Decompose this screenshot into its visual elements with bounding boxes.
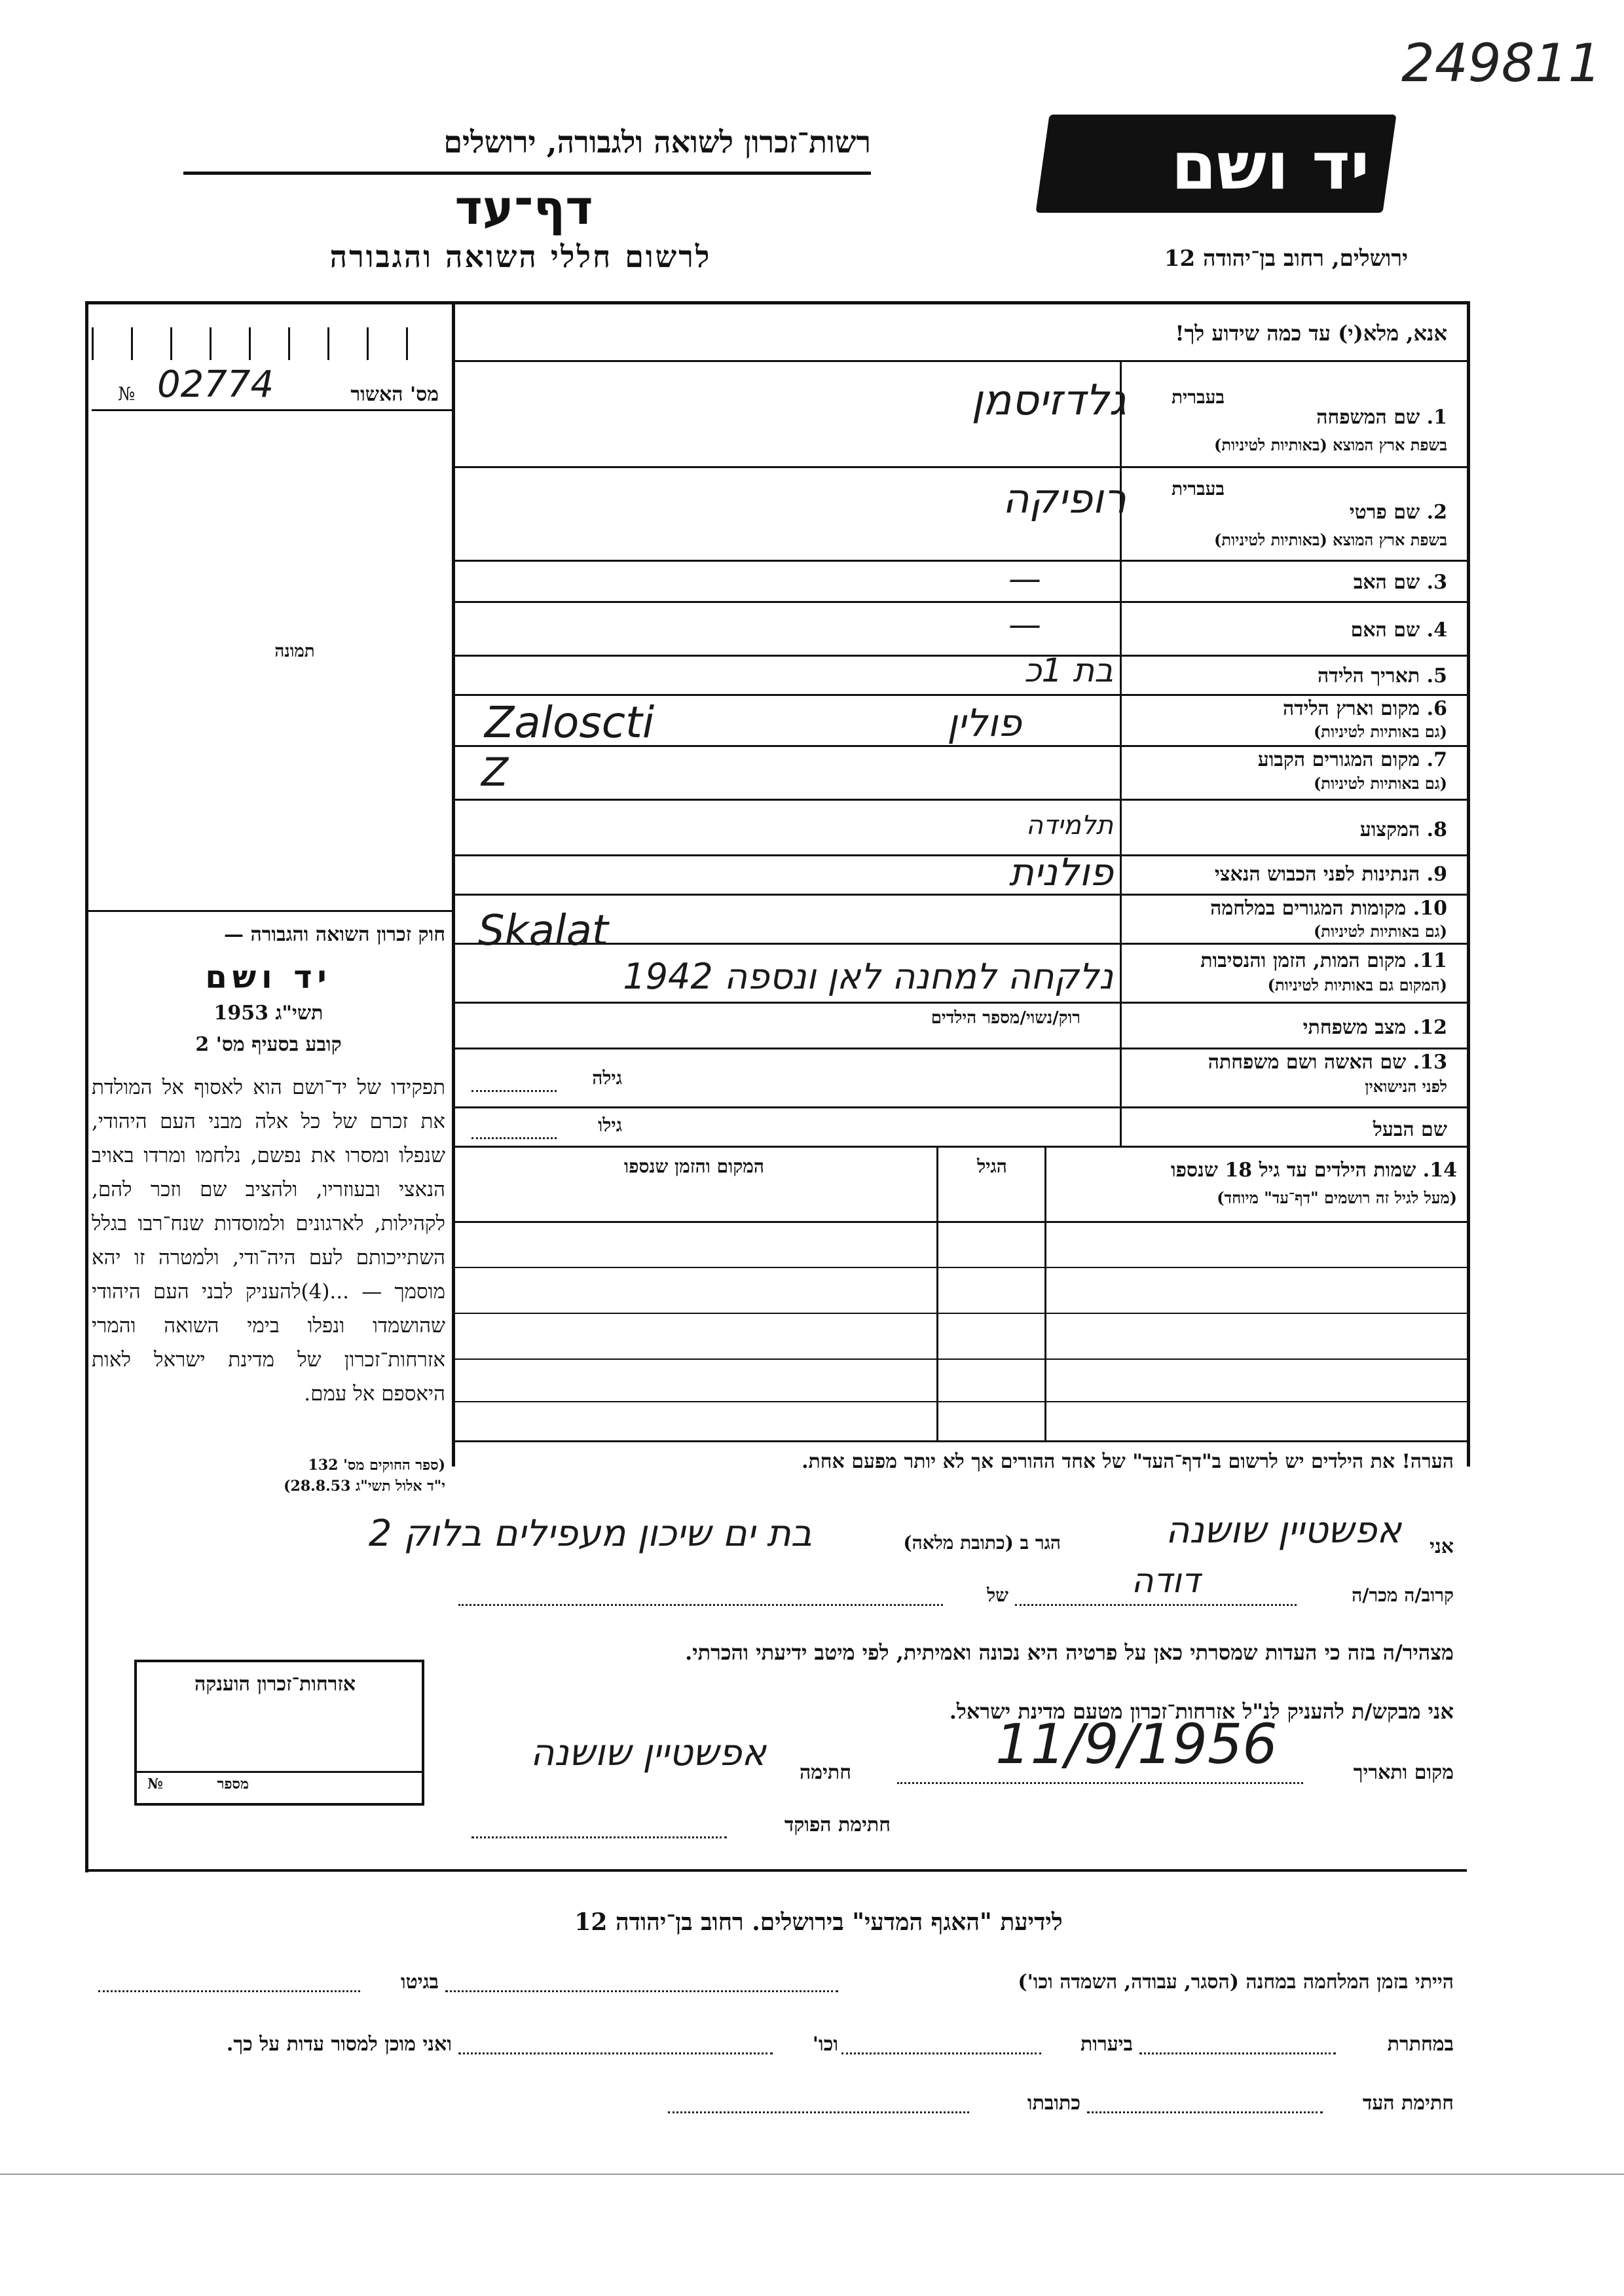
wife-age-dots: [471, 1090, 557, 1092]
law-box-top: [85, 910, 455, 912]
declaration-text: מצהיר/ה בזה כי העדות שמסרתי כאן על פרטיה היא נכונה ואמיתית, לפי מיטב ידיעתי והכרתי.: [685, 1640, 1454, 1665]
page-number: 249811: [1401, 33, 1602, 94]
children-subtitle: (מעל לגיל זה רושמים "דף־עד" מיוחד): [1217, 1188, 1457, 1207]
children-title: [1051, 1159, 1457, 1182]
yad-vashem-logo: יד ושם: [1035, 115, 1396, 213]
field-12-label: [1133, 1016, 1447, 1039]
field-8-num: 8.: [1426, 818, 1447, 841]
law-footnote-2: י"ד אלול תשי"ג 28.8.53): [284, 1478, 445, 1495]
children-row-1: [454, 1267, 1469, 1268]
bottom-frame-line: [85, 1869, 1467, 1872]
field-4-label: [1133, 619, 1447, 642]
bottom-line3-a: חתימת העד: [1362, 2092, 1454, 2115]
field-13-label: [1133, 1051, 1447, 1074]
field-2-in-hebrew: בעברית: [1171, 478, 1225, 500]
law-name: יד ושם: [205, 959, 332, 996]
bottom-line3-dots-1: [1087, 2111, 1323, 2113]
field-4-label-text: שם האם: [1350, 619, 1420, 642]
law-body: תפקידו של יד־ושם הוא לאסוף אל המולדת את זכרם של כל אלה מבני העם היהודי, שנפלו ומסרו את נפשם, נלחמו ומרדו באויב הנאצי ובעוזריו, ולהציב שם וזכר להם, לקהילות, לארגונים ולמוסדות שנח־רבו בגלל השתייכותם לעם היה־ודי, ולמטרה זו יהא מוסמך — ...(4)להעניק לבני העם היהודי שהושמדו ונפלו בימי השואה והמרי אזרחות־זכרון של מדינת ישראל לאות היאספם אל עמם.: [92, 1076, 445, 1406]
children-header-line: [454, 1221, 1469, 1223]
children-col-place-time: המקום והזמן שנספו: [624, 1156, 764, 1177]
field-2-label-text: שם פרטי: [1349, 501, 1420, 524]
bottom-title: לידיעת "האגף המדעי" בירושלים. רחוב בן־יהודה 12: [574, 1908, 1063, 1936]
bottom-line2-a: במחתרת: [1387, 2033, 1454, 2056]
instruction: אנא, מלא(י) עד כמה שידוע לך!: [1175, 321, 1447, 346]
bottom-line2-dots-2: [841, 2052, 1041, 2054]
relation-value: דודה: [1131, 1561, 1200, 1601]
page-bottom-edge: [0, 2174, 1624, 2175]
field-5-label: [1133, 665, 1447, 687]
bottom-line1-a: הייתי בזמן המלחמה במחנה (הסגר, עבודה, השמדה וכו'): [1018, 1971, 1454, 1994]
row-line-12: [454, 1048, 1469, 1049]
row-line-2: [454, 560, 1469, 562]
bottom-line1-dots-2: [98, 1990, 360, 1992]
law-section: קובע בסעיף מס' 2: [195, 1033, 342, 1056]
field-10-sub: (גם באותיות לטיניות): [1313, 922, 1447, 941]
field-11-label-text: מקום המות, הזמן והנסיבות: [1200, 949, 1407, 972]
field-10-label: [1133, 897, 1447, 920]
field-1-in-hebrew: בעברית: [1171, 386, 1225, 408]
row-line-13: [454, 1106, 1469, 1108]
citizenship-number-label: מספר: [217, 1776, 249, 1793]
field-8-value: תלמידה: [1025, 811, 1113, 841]
field-1-value: גלדזיסמן: [971, 376, 1126, 425]
field-3-num: 3.: [1426, 571, 1447, 594]
field-7-value: Z: [481, 750, 509, 795]
children-num: 14.: [1422, 1159, 1457, 1182]
field-6-value-latin: Zaloscti: [485, 697, 655, 748]
field-3-value: —: [1008, 560, 1041, 598]
row-line-7: [454, 799, 1469, 801]
declarant-name: אפשטיין שושנה: [1165, 1509, 1401, 1552]
children-title-text: שמות הילדים עד גיל 18 שנספו: [1170, 1159, 1416, 1182]
bottom-line3-b: כתובתו: [1027, 2092, 1080, 2115]
law-footnote-1: (ספר החוקים מס' 132: [308, 1457, 445, 1474]
citizenship-title: אזרחות־זכרון הוענקה: [194, 1673, 356, 1696]
field-3-label: [1133, 571, 1447, 594]
row-line-5: [454, 694, 1469, 696]
field-7-label: [1133, 748, 1447, 771]
children-divider-1: [1044, 1146, 1046, 1440]
officer-signature-label: חתימת הפוקד: [784, 1813, 891, 1836]
field-7-label-text: מקום המגורים הקבוע: [1257, 748, 1420, 771]
declarant-address: בת ים שיכון מעפילים בלוק 2: [368, 1512, 812, 1555]
request-text: אני מבקש/ת להעניק לנ"ל אזרחות־זכרון מטעם מדינת ישראל.: [949, 1699, 1454, 1724]
bottom-line1-dots-1: [445, 1990, 838, 1992]
bottom-line1-b: בגיטו: [400, 1971, 439, 1994]
field-13-sub: לפני הנישואין: [1365, 1077, 1447, 1096]
law-year-hebrew-text: תשי"ג: [275, 1002, 323, 1025]
field-2-value: רופיקה: [1003, 475, 1126, 522]
field-12-options: רוק/נשוי/מספר הילדים: [931, 1008, 1080, 1028]
field-7-sub: (גם באותיות לטיניות): [1313, 774, 1447, 793]
of-label: של: [987, 1584, 1008, 1606]
law-year: 1953: [213, 1002, 269, 1025]
field-9-label: [1133, 863, 1447, 886]
officer-signature-dots: [471, 1836, 727, 1838]
children-divider-2: [936, 1146, 938, 1440]
field-2-sub: בשפת ארץ המוצא (באותיות לטיניות): [1214, 530, 1447, 549]
signature-label: חתימה: [800, 1761, 851, 1784]
note: [458, 1450, 1454, 1473]
field-8-label: [1133, 818, 1447, 841]
field-6-num: 6.: [1426, 697, 1447, 720]
law-title: חוק זכרון השואה והגבורה —: [224, 923, 445, 946]
field-11-value: נלקחה למחנה לאן ונספה 1942: [623, 956, 1113, 997]
field-1-label: [1133, 406, 1447, 429]
field-1-label-text: שם המשפחה: [1316, 406, 1420, 429]
form-title: דף־עד: [454, 180, 593, 235]
approval-line: [92, 409, 452, 411]
frame-top: [85, 301, 1467, 304]
field-4-value: —: [1008, 606, 1041, 644]
husband-age-dots: [471, 1137, 557, 1139]
children-bottom: [454, 1440, 1469, 1442]
field-8-label-text: המקצוע: [1359, 818, 1420, 841]
place-date-label: מקום ותאריך: [1353, 1761, 1454, 1784]
field-11-num: 11.: [1412, 949, 1447, 972]
field-6-value-hebrew: פולין: [947, 701, 1022, 745]
field-2-num: 2.: [1426, 501, 1447, 524]
row-line-14: [454, 1146, 1469, 1148]
field-3-label-text: שם האב: [1353, 571, 1420, 594]
husband-label: שם הבעל: [1373, 1118, 1447, 1141]
children-row-4: [454, 1401, 1469, 1402]
note-text: את הילדים יש לרשום ב"דף־העד" של אחד ההורים אך לא יותר מפעם אחת.: [802, 1450, 1395, 1473]
approval-ticks: [92, 327, 445, 360]
approval-number: 02774: [157, 363, 274, 406]
wife-age-label: גילה: [592, 1067, 622, 1089]
field-10-label-text: מקומות המגורים במלחמה: [1210, 897, 1407, 920]
of-dots: [458, 1604, 943, 1606]
children-row-3: [454, 1358, 1469, 1360]
org-name: רשות־זכרון לשואה ולגבורה, ירושלים: [443, 124, 871, 160]
field-11-label: [1133, 949, 1447, 972]
bottom-line2-c: וכו': [812, 2033, 838, 2056]
declarant-residing-label: הגר ב (כתובת מלאה): [903, 1532, 1061, 1554]
bottom-line2-dots-3: [458, 2052, 773, 2054]
field-1-sub: בשפת ארץ המוצא (באותיות לטיניות): [1214, 435, 1447, 454]
field-10-value: Skalat: [478, 907, 608, 955]
place-date-dots: [897, 1782, 1303, 1784]
place-date-value: 11/9/1956: [995, 1712, 1278, 1776]
field-12-label-text: מצב משפחתי: [1302, 1016, 1407, 1039]
field-5-value: בת 1כ: [1024, 651, 1113, 689]
address: ירושלים, רחוב בן־יהודה 12: [1164, 246, 1408, 272]
row-line-1: [454, 466, 1469, 468]
row-line-3: [454, 601, 1469, 603]
bottom-line2-d: ואני מוכן למסור עדות על כך.: [226, 2033, 452, 2056]
field-12-num: 12.: [1412, 1016, 1447, 1039]
bottom-line2-b: ביערות: [1080, 2033, 1133, 2056]
field-9-value: פולנית: [1008, 850, 1113, 894]
field-4-num: 4.: [1426, 619, 1447, 642]
row-line-top: [454, 360, 1469, 362]
frame-right: [1467, 301, 1470, 1467]
frame-left: [85, 301, 88, 1872]
approval-label: מס' האשור: [350, 383, 439, 406]
field-9-num: 9.: [1426, 863, 1447, 886]
husband-age-label: גילו: [598, 1114, 622, 1136]
field-1-num: 1.: [1426, 406, 1447, 429]
children-row-2: [454, 1313, 1469, 1314]
citizenship-divider: [134, 1771, 422, 1773]
relative-label: קרוב/ה מכר/ה: [1352, 1584, 1454, 1606]
form-subtitle: לרשום חללי השואה והגבורה: [329, 239, 712, 274]
field-6-label-text: מקום וארץ הלידה: [1282, 697, 1420, 720]
field-5-label-text: תאריך הלידה: [1318, 665, 1420, 687]
field-6-label: [1133, 697, 1447, 720]
field-9-label-text: הנתינות לפני הכבוש הנאצי: [1214, 863, 1420, 886]
org-underline: [183, 172, 871, 175]
field-6-sub: (גם באותיות לטיניות): [1313, 722, 1447, 741]
field-13-num: 13.: [1412, 1051, 1447, 1074]
field-2-label: [1133, 501, 1447, 524]
field-13-label-text: שם האשה ושם משפחתה: [1208, 1051, 1407, 1074]
bottom-line3-dots-2: [668, 2111, 969, 2113]
field-10-num: 10.: [1412, 897, 1447, 920]
citizenship-no-symbol: №: [147, 1776, 163, 1793]
children-col-age: הגיל: [977, 1156, 1007, 1177]
law-year-hebrew: [92, 1002, 445, 1025]
field-7-num: 7.: [1426, 748, 1447, 771]
signature-value: אפשטיין שושנה: [530, 1732, 766, 1774]
field-5-num: 5.: [1426, 665, 1447, 687]
approval-no-symbol: №: [118, 383, 136, 405]
note-label: הערה!: [1401, 1450, 1454, 1473]
declarant-i-label: אני: [1430, 1535, 1454, 1558]
field-11-sub: (המקום גם באותיות לטיניות): [1267, 975, 1447, 994]
photo-label: תמונה: [274, 642, 315, 661]
row-line-11: [454, 1002, 1469, 1004]
left-column-divider: [452, 301, 455, 1467]
relation-dots: [1015, 1604, 1297, 1606]
bottom-line2-dots-1: [1139, 2052, 1336, 2054]
